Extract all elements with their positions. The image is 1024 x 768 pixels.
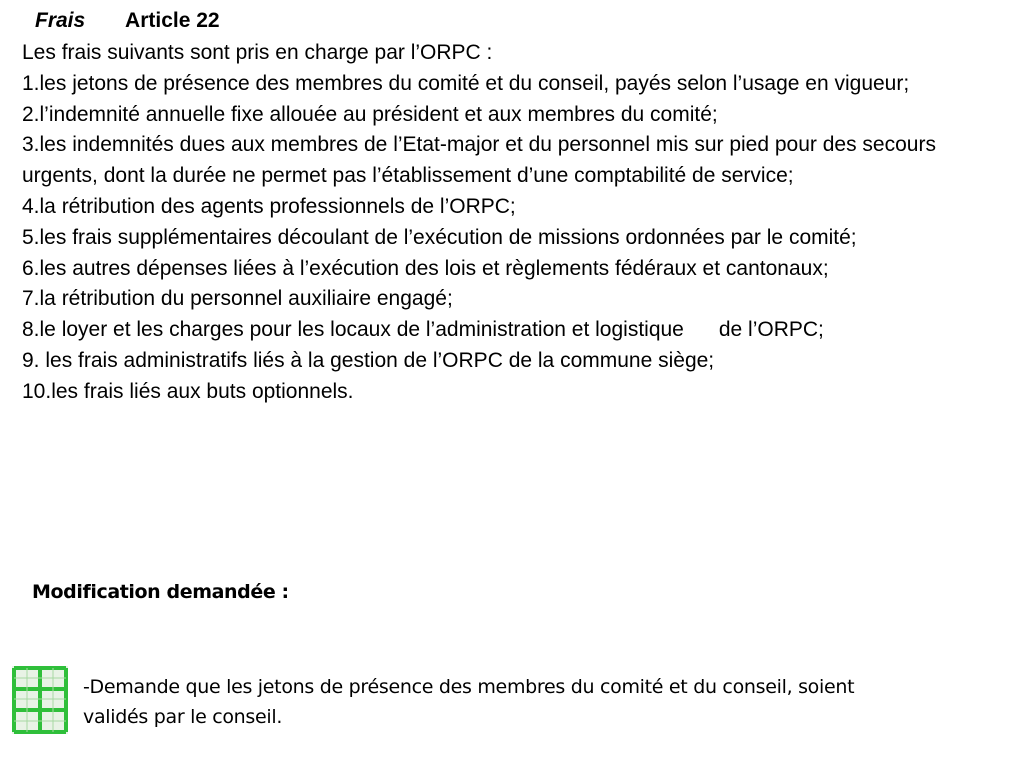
article-heading — [35, 8, 220, 34]
modification-request — [83, 672, 983, 732]
article-number: Article 22 — [125, 9, 220, 32]
list-item: 10.les frais liés aux buts optionnels. — [22, 379, 354, 403]
section-title: Frais — [35, 9, 86, 32]
list-item: 7.la rétribution du personnel auxiliaire engagé; — [22, 287, 453, 311]
request-line: validés par le conseil. — [83, 706, 283, 728]
modification-title: Modification demandée : — [32, 581, 289, 603]
article-intro: Les frais suivants sont pris en charge par l’ORPC : — [22, 41, 493, 64]
list-item: 5.les frais supplémentaires découlant de l’exécution de missions ordonnées par le comité; — [22, 225, 857, 249]
request-line: -Demande que les jetons de présence des membres du comité et du conseil, soient — [83, 676, 855, 698]
list-item: 1.les jetons de présence des membres du comité et du conseil, payés selon l’usage en vigueur; — [22, 71, 910, 95]
list-item: 9. les frais administratifs liés à la gestion de l’ORPC de la commune siège; — [22, 348, 715, 372]
list-item: 3.les indemnités dues aux membres de l’Etat-major et du personnel mis sur pied pour des secours urgents, dont la durée ne permet pas l’établissement d’une comptabilité de service; — [22, 133, 936, 188]
list-item: 4.la rétribution des agents professionnels de l’ORPC; — [22, 194, 516, 218]
article-body — [22, 38, 1007, 408]
list-item: 2.l’indemnité annuelle fixe allouée au président et aux membres du comité; — [22, 102, 718, 126]
list-item: 6.les autres dépenses liées à l’exécution des lois et règlements fédéraux et cantonaux; — [22, 256, 829, 280]
grid-icon — [12, 666, 68, 734]
list-item: 8.le loyer et les charges pour les locaux de l’administration et logistique de l’ORPC; — [22, 318, 824, 342]
